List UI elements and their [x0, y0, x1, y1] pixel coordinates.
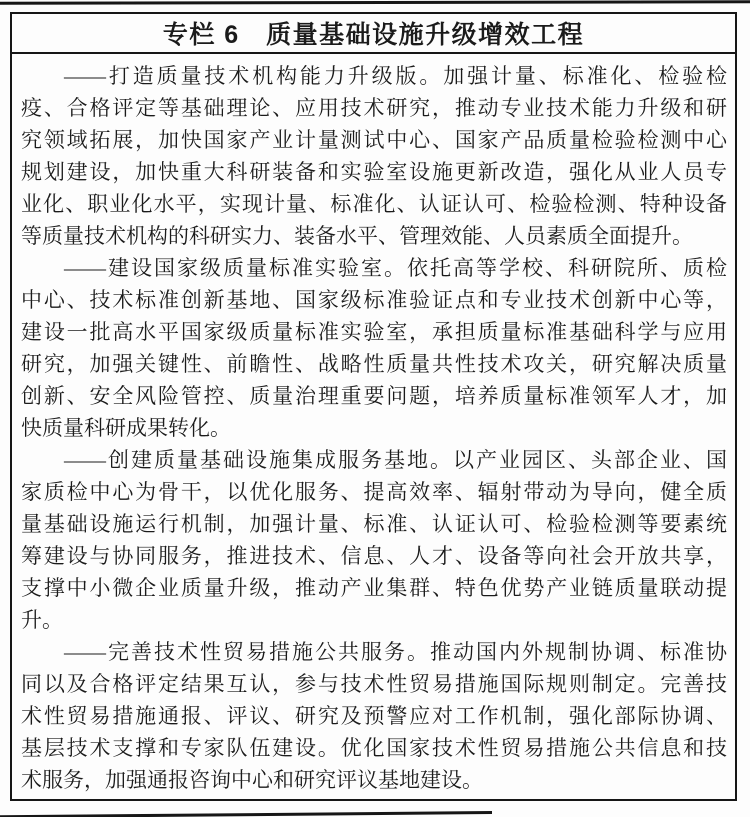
- scan-edge-line-bottom: [0, 811, 492, 817]
- body-line: 术服务，加强通报咨询中心和研究评议基地建设。: [21, 768, 483, 792]
- body-line: ——建设国家级质量标准实验室。依托高等学校、科研院所、质检: [64, 256, 727, 280]
- body-line: 家质检中心为骨干，以优化服务、提高效率、辐射带动为导向，健全质: [21, 480, 727, 504]
- panel-heading: 专栏 6 质量基础设施升级增效工程: [12, 14, 735, 54]
- body-line: 筹建设与协同服务，推进技术、信息、人才、设备等向社会开放共享，: [21, 544, 727, 568]
- body-line: 术性贸易措施通报、评议、研究及预警应对工作机制，强化部际协调、: [21, 704, 727, 728]
- column-6-panel: [10, 12, 737, 801]
- body-line: 支撑中小微企业质量升级，推动产业集群、特色优势产业链质量联动提: [21, 576, 727, 600]
- body-line: 规划建设，加快重大科研装备和实验室设施更新改造，强化从业人员专: [21, 160, 727, 184]
- body-line: 快质量科研成果转化。: [21, 416, 231, 440]
- body-line: 疫、合格评定等基础理论、应用技术研究，推动专业技术能力升级和研: [21, 96, 727, 120]
- body-line: 升。: [21, 608, 63, 632]
- body-line: 建设一批高水平国家级质量标准实验室，承担质量标准基础科学与应用: [21, 320, 727, 344]
- panel-body: [12, 54, 735, 796]
- body-line: 同以及合格评定结果互认，参与技术性贸易措施国际规则制定。完善技: [21, 672, 727, 696]
- body-line: ——创建质量基础设施集成服务基地。以产业园区、头部企业、国: [64, 448, 727, 472]
- body-line: 研究，加强关键性、前瞻性、战略性质量共性技术攻关，研究解决质量: [21, 352, 727, 376]
- body-line: 基层技术支撑和专家队伍建设。优化国家技术性贸易措施公共信息和技: [21, 736, 727, 760]
- body-line: ——打造质量技术机构能力升级版。加强计量、标准化、检验检: [64, 64, 727, 88]
- body-line: 等质量技术机构的科研实力、装备水平、管理效能、人员素质全面提升。: [21, 224, 693, 248]
- body-line: 创新、安全风险管控、质量治理重要问题，培养质量标准领军人才，加: [21, 384, 727, 408]
- scan-edge-line-top: [0, 0, 750, 5]
- body-line: ——完善技术性贸易措施公共服务。推动国内外规制协调、标准协: [64, 640, 727, 664]
- body-line: 业化、职业化水平，实现计量、标准化、认证认可、检验检测、特种设备: [21, 192, 727, 216]
- body-line: 量基础设施运行机制，加强计量、标准、认证认可、检验检测等要素统: [21, 512, 727, 536]
- body-line: 中心、技术标准创新基地、国家级标准验证点和专业技术创新中心等，: [21, 288, 727, 312]
- body-line: 究领域拓展，加快国家产业计量测试中心、国家产品质量检验检测中心: [21, 128, 727, 152]
